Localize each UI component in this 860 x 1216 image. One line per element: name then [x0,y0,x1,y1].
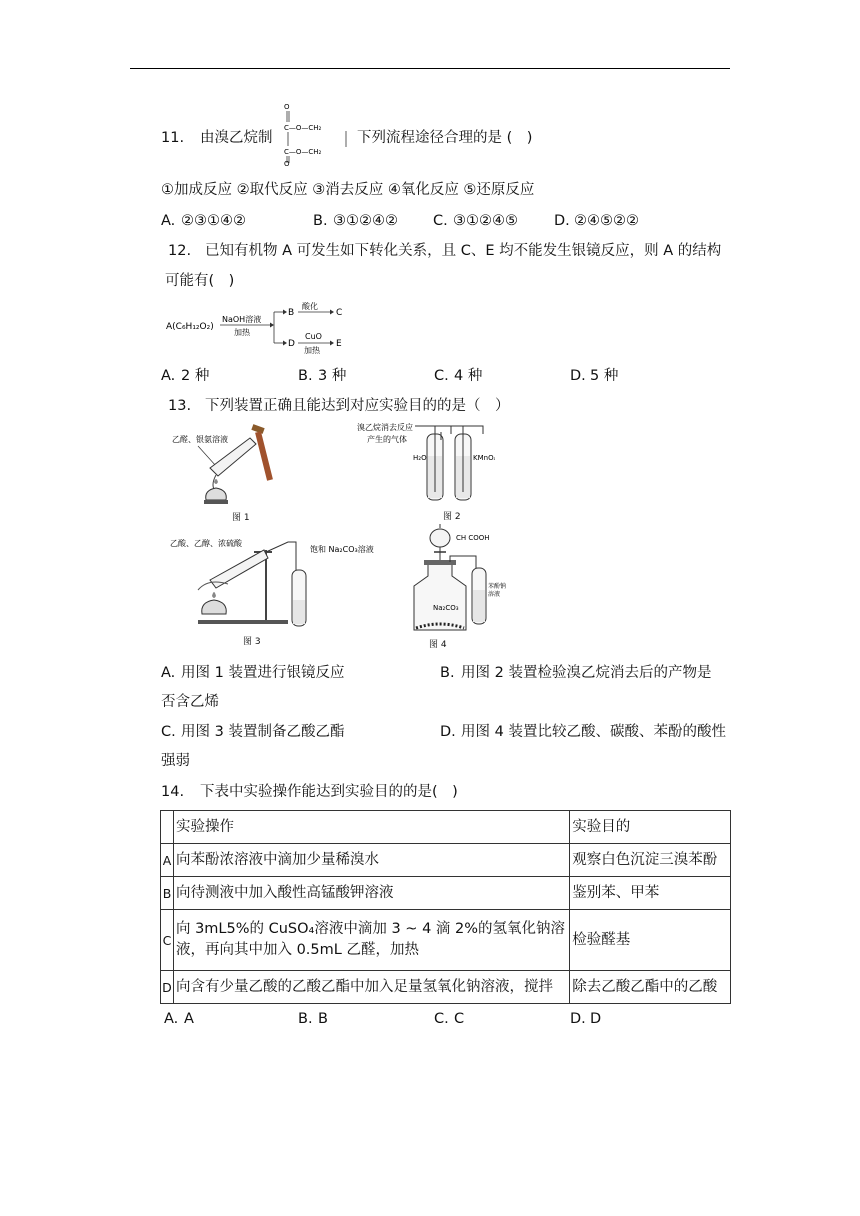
table-header-cell: 实验操作 [173,811,569,844]
table-cell-purpose: 除去乙酸乙酯中的乙酸 [570,971,731,1004]
scheme-b-reagent: 酸化 [302,302,318,311]
q11-option-d-text: ②④⑤②② [574,213,639,229]
scheme-d: D [288,339,295,349]
table-row-label: B [161,877,174,910]
q12-stem-line1: 已知有机物 A 可发生如下转化关系，且 C、E 均不能发生银镜反应，则 A 的结构 [205,243,722,259]
scheme-d-reagent-top: CuO [305,332,322,341]
q11-stem-after: 下列流程途径合理的是 ( ) [357,130,533,146]
table-row [161,877,731,910]
scheme-c: C [336,308,343,318]
table-cell-operation: 向含有少量乙酸的乙酸乙酯中加入足量氢氧化钠溶液，搅拌 [173,971,569,1004]
struct-row2: C—O—CH₂ [284,148,322,156]
q12-option-d-text: 5 种 [590,368,619,384]
q12-stem-line2: 可能有( ) [165,273,235,289]
scheme-e: E [336,339,342,349]
q14-number: 14. [161,784,185,800]
table-cell-operation: 向待测液中加入酸性高锰酸钾溶液 [173,877,569,910]
fig2-left-tube: H₂O [413,454,427,462]
q14-option-b-text: B [318,1011,328,1027]
fig2-label2: 产生的气体 [367,435,407,444]
fig2-label1: 溴乙烷消去反应 [357,423,413,432]
q12-option-b-label: B. [298,368,313,384]
fig4-flask-label: Na₂CO₃ [433,604,459,612]
q14-table [160,810,731,1004]
q14-option-d-label: D. [570,1011,586,1027]
q14-option-c-text: C [454,1011,465,1027]
q13-option-d-text: 用图 4 装置比较乙酸、碳酸、苯酚的酸性 [461,724,726,740]
q14-option-c-label: C. [434,1011,449,1027]
q12-option-a-text: 2 种 [181,368,210,384]
fig4-caption: 图 4 [429,640,447,650]
table-cell-purpose: 检验醛基 [570,910,731,971]
q12-option-a-label: A. [161,368,176,384]
scheme-d-reagent-bottom: 加热 [304,346,320,355]
q13-option-a-label: A. [161,665,176,681]
figure-4 [400,524,530,636]
q11-option-d-label: D. [554,213,570,229]
table-row [161,971,731,1004]
fig3-right-label: 饱和 Na₂CO₃溶液 [310,545,374,554]
q13-option-d-continued: 强弱 [161,753,190,769]
q11-option-c-label: C. [433,213,448,229]
fig4-tube-label2: 溶液 [488,591,501,598]
table-row-label: D [161,971,174,1004]
q13-option-c-label: C. [161,724,176,740]
fig3-label: 乙酸、乙醇、浓硫酸 [170,539,242,548]
fig1-label: 乙醛、银氨溶液 [172,435,228,444]
figure-2 [355,420,495,510]
q13-number: 13. [168,398,192,414]
table-row-label: A [161,844,174,877]
fig2-caption: 图 2 [443,512,461,522]
fig1-caption: 图 1 [232,513,250,523]
figure-3 [168,530,393,635]
q13-option-d-label: D. [440,724,456,740]
table-cell-purpose: 观察白色沉淀三溴苯酚 [570,844,731,877]
q11-option-b-label: B. [313,213,328,229]
q12-option-b-text: 3 种 [318,368,347,384]
table-cell-operation: 向苯酚浓溶液中滴加少量稀溴水 [173,844,569,877]
figure-1 [170,420,290,525]
q11-structure [276,100,358,166]
q14-option-a-label: A. [164,1011,179,1027]
scheme-start: A(C₆H₁₂O₂) [166,322,214,332]
table-header-cell: 实验目的 [570,811,731,844]
table-header-row [161,811,731,844]
q11-stem-before: 由溴乙烷制 [200,130,273,146]
q11-option-c-text: ③①②④⑤ [453,213,518,229]
fig2-right-tube: KMnO₄ [473,454,495,462]
q12-scheme [164,300,364,356]
q13-option-b-continued: 否含乙烯 [161,694,219,710]
fig4-tube-label1: 苯酚钠 [488,583,507,590]
q11-number: 11. [161,130,185,146]
scheme-reagent-bottom: 加热 [234,328,250,337]
q13-option-c-text: 用图 3 装置制备乙酸乙酯 [181,724,345,740]
q12-option-c-label: C. [434,368,449,384]
q13-stem: 下列装置正确且能达到对应实验目的的是（ ） [205,398,510,414]
q14-option-b-label: B. [298,1011,313,1027]
table-cell-operation: 向 3mL5%的 CuSO₄溶液中滴加 3 ~ 4 滴 2%的氢氧化钠溶液，再向其中加入 0.5mL 乙醛，加热 [173,910,569,971]
scheme-reagent-top: NaOH溶液 [222,315,262,324]
table-header-cell [161,811,174,844]
q13-option-b-label: B. [440,665,455,681]
q14-option-a-text: A [184,1011,194,1027]
q11-reactions: ①加成反应 ②取代反应 ③消去反应 ④氧化反应 ⑤还原反应 [161,182,535,198]
struct-row1: C—O—CH₂ [284,124,322,132]
header-rule [130,68,730,69]
table-row-label: C [161,910,174,971]
table-row [161,844,731,877]
q12-option-d-label: D. [570,368,586,384]
q13-option-a-text: 用图 1 装置进行银镜反应 [181,665,345,681]
fig4-top-label: CH COOH [456,534,490,542]
struct-o-bottom: O [284,160,290,166]
q12-number: 12. [168,243,192,259]
struct-o-top: O [284,103,290,111]
q11-option-a-text: ②③①④② [181,213,246,229]
scheme-b: B [288,308,295,318]
q11-option-b-text: ③①②④② [333,213,398,229]
q13-option-b-text: 用图 2 装置检验溴乙烷消去后的产物是 [461,665,712,681]
fig3-caption: 图 3 [243,637,261,647]
q14-option-d-text: D [590,1011,602,1027]
table-row [161,910,731,971]
table-cell-purpose: 鉴别苯、甲苯 [570,877,731,910]
q12-option-c-text: 4 种 [454,368,483,384]
q14-stem: 下表中实验操作能达到实验目的的是( ) [200,784,458,800]
q11-option-a-label: A. [161,213,176,229]
